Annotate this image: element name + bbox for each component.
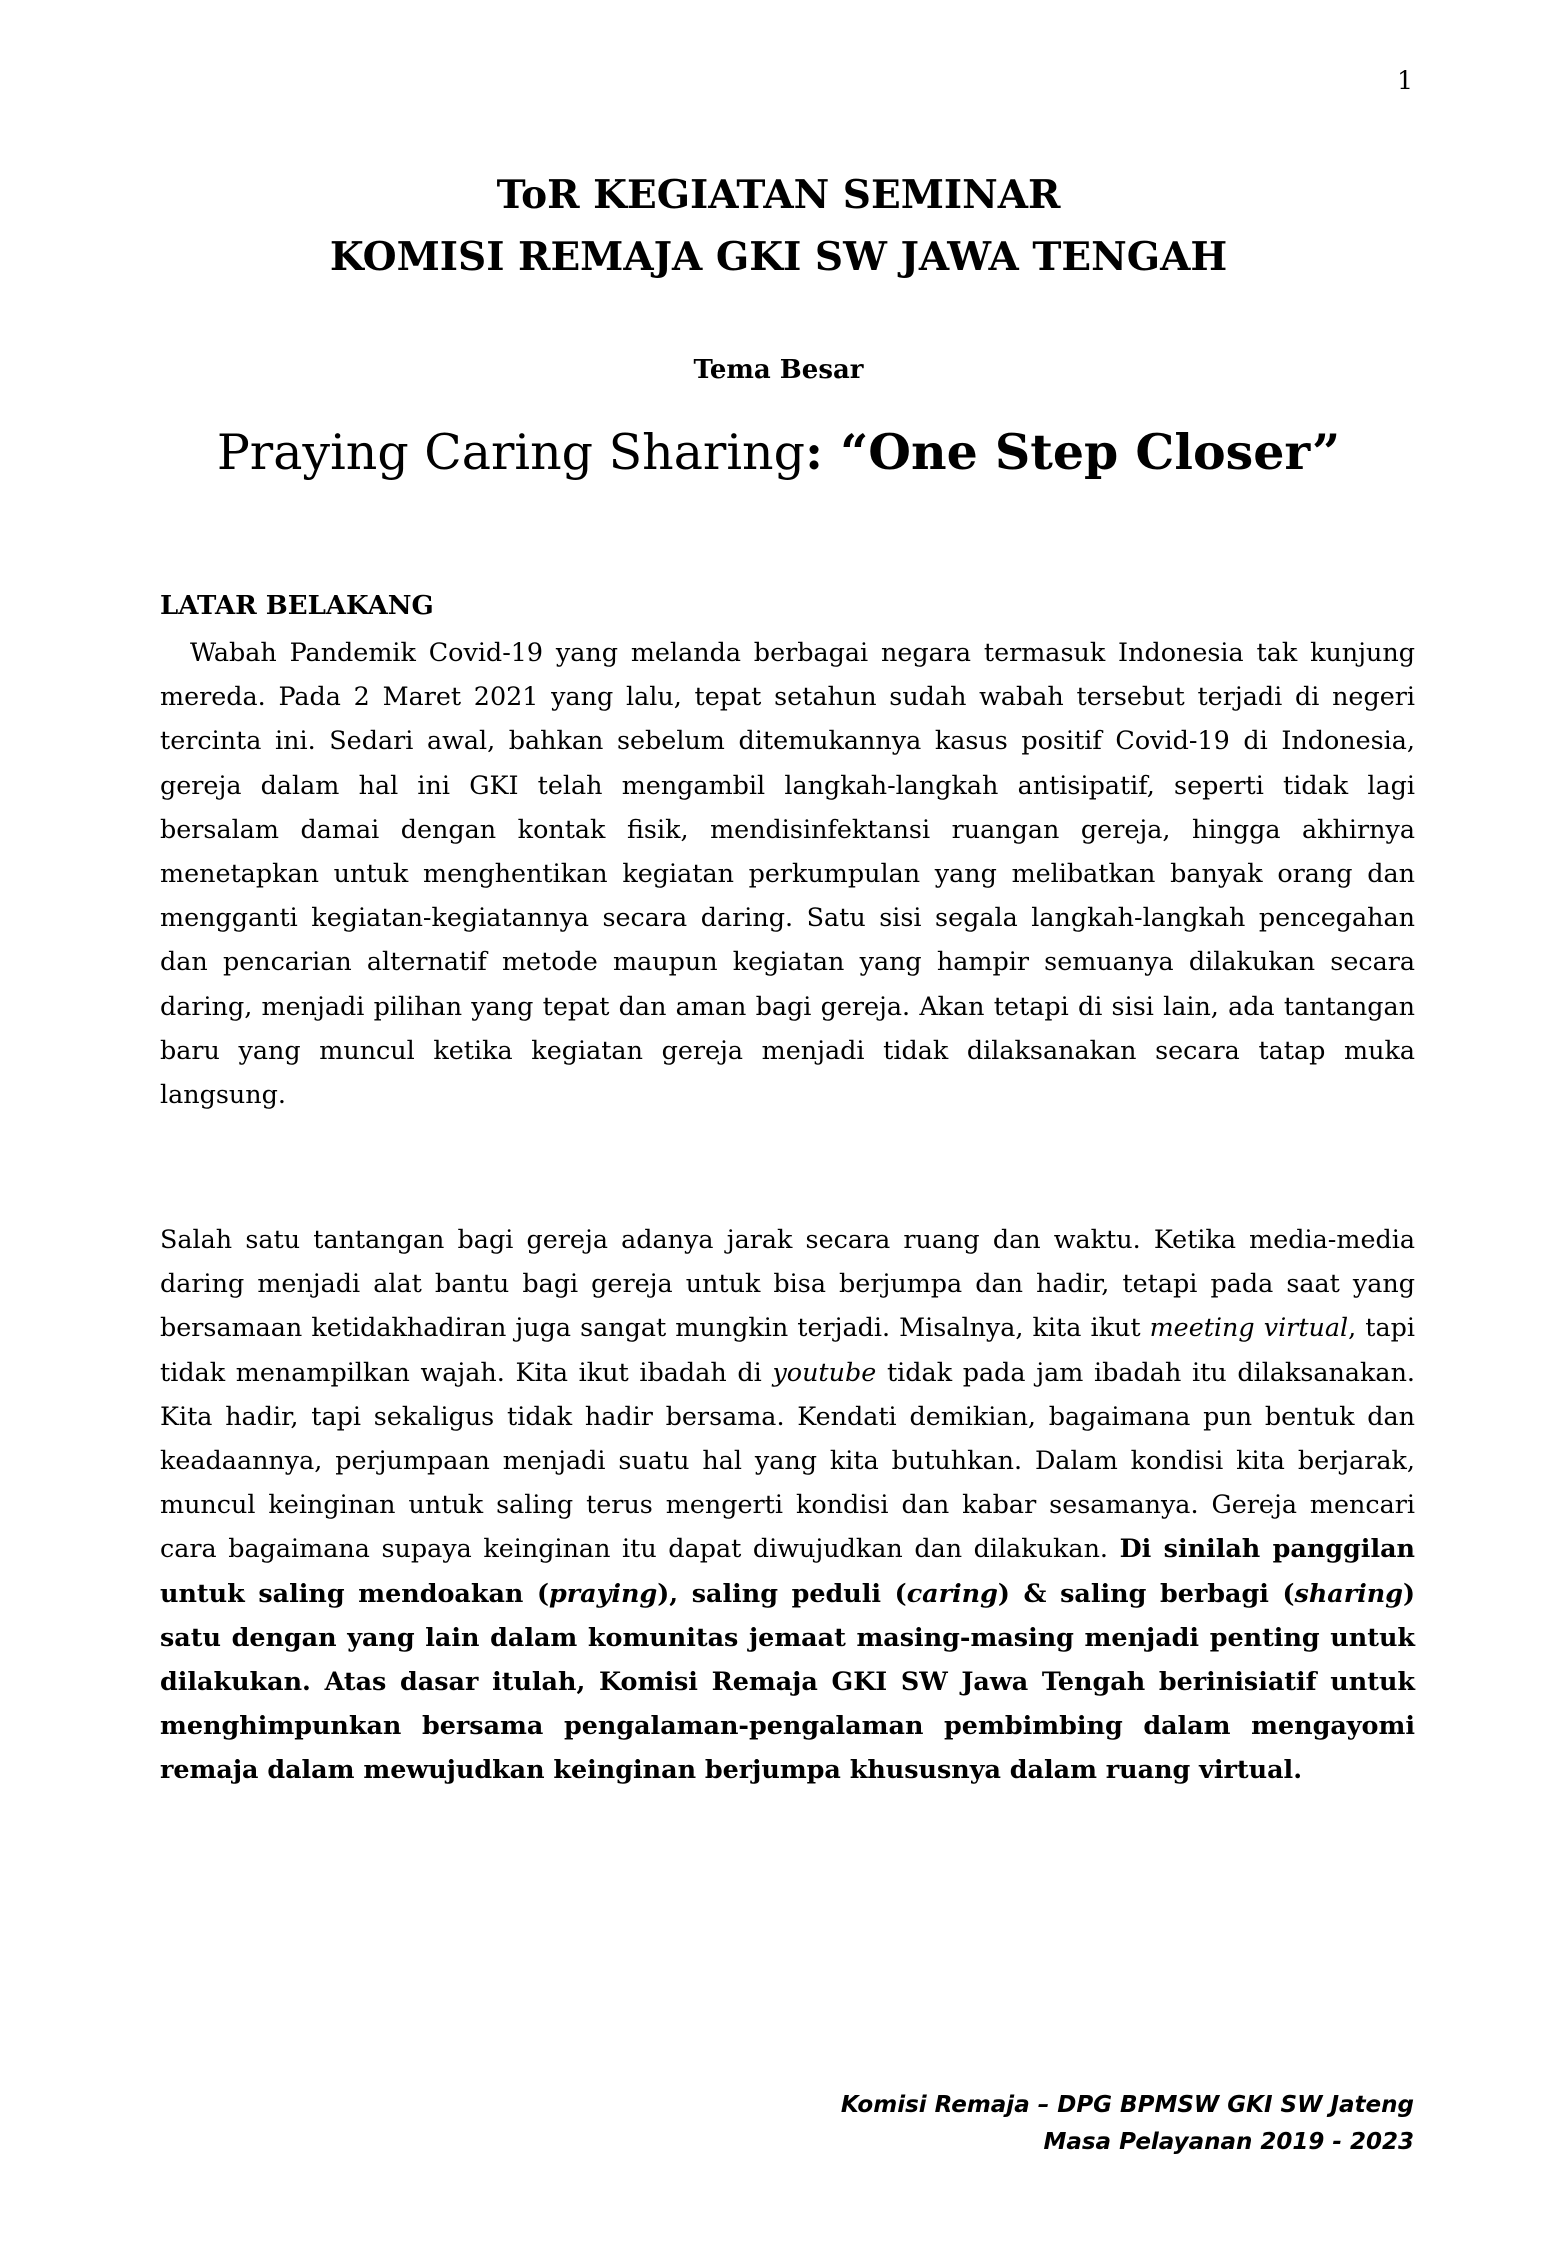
paragraph-2-bold-4: ) satu dengan yang lain dalam komunitas jemaat masing-masing menjadi penting untuk dilakukan. Atas dasar itulah, Komisi Remaja GKI SW Jawa Tengah berinisiatif untuk menghimpunkan bersama pengalaman-pengalaman pembimbing dalam mengayomi remaja dalam mewujudkan keinginan berjumpa khususnya dalam ruang virtual. (160, 1577, 1415, 1785)
paragraph-2-bold-italic-3: sharing (1294, 1577, 1403, 1608)
paragraph-1: Wabah Pandemik Covid-19 yang melanda berbagai negara termasuk Indonesia tak kunjung mereda. Pada 2 Maret 2021 yang lalu, tepat setahun sudah wabah tersebut terjadi di negeri tercinta ini. Sedari awal, bahkan sebelum ditemukannya kasus positif Covid-19 di Indonesia, gereja dalam hal ini GKI telah mengambil langkah-langkah antisipatif, seperti tidak lagi bersalam damai dengan kontak fisik, mendisinfektansi ruangan gereja, hingga akhirnya menetapkan untuk menghentikan kegiatan perkumpulan yang melibatkan banyak orang dan mengganti kegiatan-kegiatannya secara daring. Satu sisi segala langkah-langkah pencegahan dan pencarian alternatif metode maupun kegiatan yang hampir semuanya dilakukan secara daring, menjadi pilihan yang tepat dan aman bagi gereja. Akan tetapi di sisi lain, ada tantangan baru yang muncul ketika kegiatan gereja menjadi tidak dilaksanakan secara tatap muka langsung. (160, 637, 1415, 1110)
page-number: 1 (1397, 66, 1413, 95)
paragraph-2-bold-2: ), saling peduli ( (657, 1577, 907, 1608)
theme-title-regular: Praying Caring Sharing (216, 424, 805, 481)
paragraph-2-text-3: tidak pada jam ibadah itu dilaksanakan. Kita hadir, tapi sekaligus tidak hadir bersama. Kendati demikian, bagaimana pun bentuk dan keadaannya, perjumpaan menjadi suatu hal yang kita butuhkan. Dalam kondisi kita berjarak, muncul keinginan untuk saling terus mengerti kondisi dan kabar sesamanya. Gereja mencari cara bagaimana supaya keinginan itu dapat diwujudkan dan dilakukan. (160, 1356, 1415, 1564)
theme-label: Tema Besar (693, 355, 864, 385)
paragraph-2-italic-2: youtube (772, 1356, 877, 1387)
footer-line-1: Komisi Remaja – DPG BPMSW GKI SW Jateng (840, 2092, 1414, 2118)
paragraph-2-text-1: Salah satu tantangan bagi gereja adanya jarak secara ruang dan waktu. Ketika media-media daring menjadi alat bantu bagi gereja untuk bisa berjumpa dan hadir, tetapi pada saat yang bersamaan ketidakhadiran juga sangat mungkin terjadi. Misalnya, kita ikut (160, 1224, 1415, 1343)
paragraph-2-text-2: , tapi tidak menampilkan wajah. Kita ikut ibadah di (160, 1312, 1415, 1387)
paragraph-2 (160, 1217, 1415, 1792)
document-title-line-1: ToR KEGIATAN SEMINAR (496, 172, 1061, 218)
section-heading: LATAR BELAKANG (160, 591, 434, 621)
paragraph-2-bold-3: ) & saling berbagi ( (997, 1577, 1295, 1608)
paragraph-2-bold-italic-2: caring (906, 1577, 998, 1608)
theme-title (0, 420, 1557, 485)
paragraph-2-bold-italic-1: praying (549, 1577, 658, 1608)
paragraph-2-italic-1: meeting virtual (1149, 1312, 1349, 1343)
footer-line-2: Masa Pelayanan 2019 - 2023 (1043, 2129, 1414, 2155)
document-title-line-2: KOMISI REMAJA GKI SW JAWA TENGAH (329, 234, 1228, 280)
paragraph-2-bold-1: Di sinilah panggilan untuk saling mendoakan ( (160, 1533, 1416, 1608)
theme-title-bold: : “One Step Closer” (804, 423, 1341, 481)
